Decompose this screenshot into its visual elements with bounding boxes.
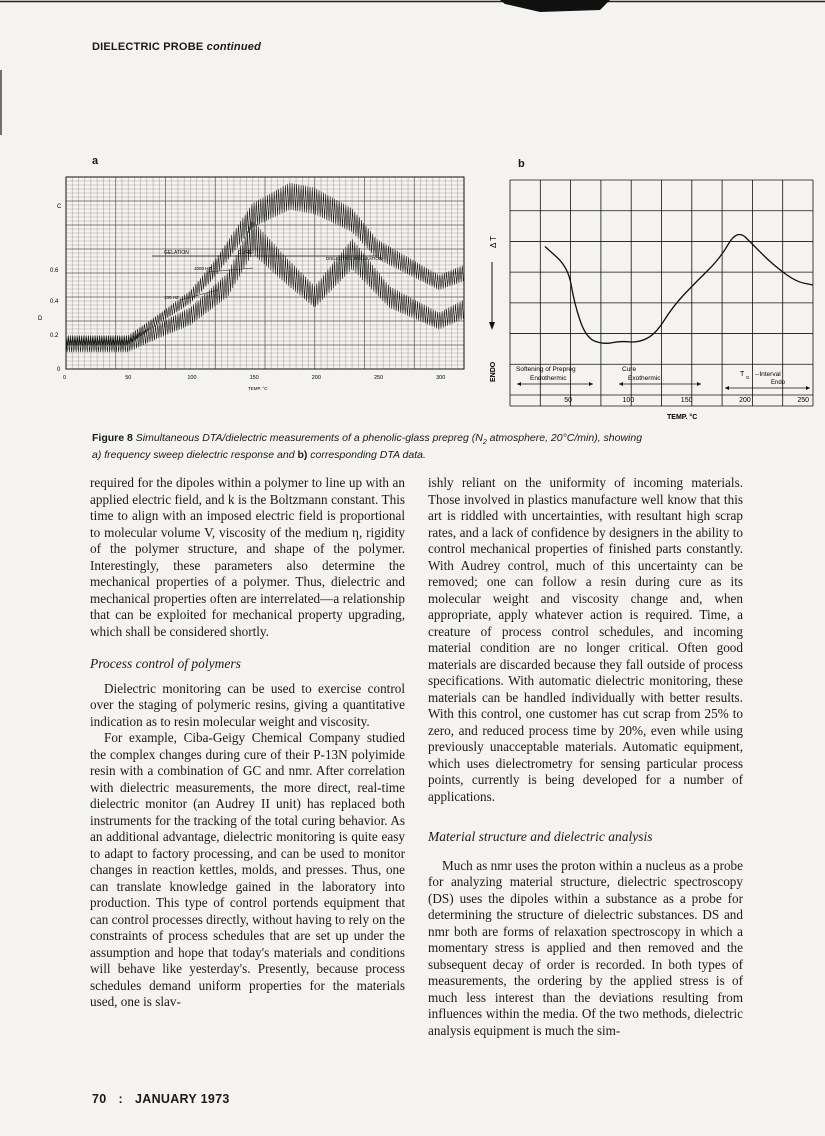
chart-b-annot-endo: Endo [771,380,786,386]
chart-a-label-cure: CURE [238,250,253,256]
page-number: 70 [92,1092,107,1106]
chart-b-span-arrowhead [806,386,810,390]
body-column-left [90,475,405,1011]
chart-a-label-1000hz: 1000 HZ [194,266,212,271]
chart-b-span-arrowhead [697,382,701,386]
chart-a-xlabel: TEMP. °C [248,386,268,391]
scan-top-edge [0,0,825,12]
scan-left-edge [0,0,4,1136]
chart-a-ytick-0: 0 [57,367,61,373]
chart-b-yarrow-head [489,322,495,330]
running-head-main: DIELECTRIC PROBE [92,41,204,53]
chart-b-span-arrowhead [725,386,729,390]
chart-a-xticks [63,375,445,381]
chart-a-ytick-0.6: 0.6 [50,268,59,274]
chart-b-span-arrowhead [619,382,623,386]
chart-b-interval-arrows [517,382,810,390]
panel-a-label: a [92,155,99,167]
chart-a-xtick: 50 [125,375,132,381]
chart-a-xtick: 200 [311,375,321,381]
chart-b-xtick: 250 [797,397,810,404]
chart-a-label-relaxation: DIELECTRIC RELAXATION [326,256,383,261]
caption-b-text: corresponding DTA data. [307,449,426,462]
chart-a-xtick: 250 [373,375,384,381]
chart-a-xtick: 300 [436,375,446,381]
chart-a-ytick-0.2: 0.2 [50,333,59,339]
caption-b: b) [297,449,308,462]
chart-b-ylabel-dt: Δ T [489,235,498,248]
panel-b-label: b [518,158,525,170]
caption-text2: atmosphere, 20°C/min), showing [486,432,643,444]
right-para-1: ishly reliant on the uniformity of incoming materials. Those involved in plastics manufacture well know that this art is riddled with uncertainties, with resultant high scrap rates, and a lack of confidence by designers in the ability to control mechanical properties of finished parts constantly. With Audrey control, much of this uncertainty can be removed; one can follow a resin during cure as its molecular weight and viscosity change and, when appropriate, apply whatever action is required. Time, a creature of process control schedules, and incoming material condition are no longer critical. Often good materials are discarded because they fall outside of process specifications. With automatic dielectric monitoring, these materials can be handled individually with better results. With this control, one customer has cut scrap from 25% to zero, and reduced process time by 20%, even while using previously unacceptable materials. Automatic equipment, which uses dielectrometry for sensing particular process points, currently is being developed for a number of applications. [428,475,743,804]
chart-b-span-arrowhead [517,382,521,386]
chart-b-xlabel: TEMP. °C [667,414,698,421]
left-para-2: Dielectric monitoring can be used to exercise control over the staging of polymeric resins, giving a quantitative indication as to resin molecular weight and viscosity. [90,680,405,729]
chart-b-xtick: 50 [564,397,573,404]
chart-b-xtick: 100 [622,397,635,404]
figure-caption [92,432,732,462]
footer-separator: : [118,1092,123,1106]
chart-a-label-gelation: GELATION [164,250,189,256]
chart-a-label-100hz: 100 HZ [164,295,179,300]
chart-a-xtick: 100 [187,375,197,381]
chart-b-annot-endothermic: Endothermic [530,375,567,382]
chart-b-span-arrowhead [589,382,593,386]
chart-a-ytick-0.4: 0.4 [50,299,59,305]
running-head-continued: continued [206,41,261,53]
chart-b-dta-curve [545,235,813,344]
chart-b-xtick: 200 [739,397,751,404]
body-column-right [428,475,743,1039]
chart-b-ylabel-endo: ENDO [490,361,497,382]
chart-a-xtick: 150 [249,375,259,381]
chart-a-ylabel: D [38,316,43,322]
right-para-2: Much as nmr uses the proton within a nucleus as a probe for analyzing material structure, dielectric spectroscopy (DS) uses the dipoles within a substance as a probe for determining the structure of dielectric substances. DS and nmr both are forms of relaxation spectroscopy in which a momentary stress is applied and then removed and the subsequent decay of order is recorded. In both types of measurements, the ordering by the applied stress is of much less interest than the deviations resulting from influences within the media. Of the two methods, dielectric analysis equipment is much the sim- [428,857,743,1038]
chart-b-annot-exothermic: Exothermic [628,375,661,382]
issue-date: JANUARY 1973 [134,1092,230,1106]
section-heading-material-structure: Material structure and dielectric analysis [428,829,653,844]
chart-a-xtick: 0 [63,375,67,381]
chart-b-annot-g: G [746,375,750,380]
caption-a: a) [92,449,102,462]
running-head [92,41,261,53]
left-para-1: required for the dipoles within a polymer to line up with an applied electric field, and k is the Boltzmann constant. This time to align with an imposed electric field is proportional to molecular volume V, viscosity of the medium η, rigidity of the polymer structure, and shape of the polymer. Interestingly, these parameters also determine the mechanical properties of a polymer. Thus, dielectric and mechanical properties often are interrelated—a relationship that can be exploited for mechanical property upgrading, which shall be considered shortly. [90,475,405,639]
chart-a-ytick-c: C [57,204,62,210]
chart-b-dta [485,170,815,430]
chart-b-xtick: 150 [680,397,693,404]
section-heading-process-control: Process control of polymers [90,656,241,671]
left-para-3: For example, Ciba-Geigy Chemical Company studied the complex changes during cure of their P-13N polyimide resin with a combination of GC and nmr. After correlation with dielectric measurements, the more direct, real-time dielectric monitor (an Audrey II unit) has replaced both instruments for the tracking of the total curing behavior. As an additional advantage, dielectric monitoring is quite easy to adapt to factory processing, and can be used to monitor changes in reaction kettles, molds, and presses. Thus, one can translate knowledge gained in the laboratory into production. This type of control portends equipment that can control processes directly, without having to rely on the constraints of process schedules that are set up under the assumption and hope that today's materials and conditions will behave like yesterday's. Presently, because process schedules demand uniform properties for the materials used, one is slav- [90,730,405,1009]
caption-text: Simultaneous DTA/dielectric measurements of a phenolic-glass prepreg (N [132,432,483,444]
caption-sub: 2 [482,439,487,447]
chart-a-dielectric-response [38,172,468,397]
chart-b-annot-cure: Cure [622,366,637,373]
caption-a-text: frequency sweep dielectric response and [101,449,298,462]
caption-label: Figure 8 [92,432,133,444]
chart-b-annot-t: T [740,371,745,378]
chart-b-annot-interval: --Interval [755,371,781,378]
page-footer [92,1092,236,1106]
chart-b-annot-softening: Softening of Prepreg [516,366,576,373]
